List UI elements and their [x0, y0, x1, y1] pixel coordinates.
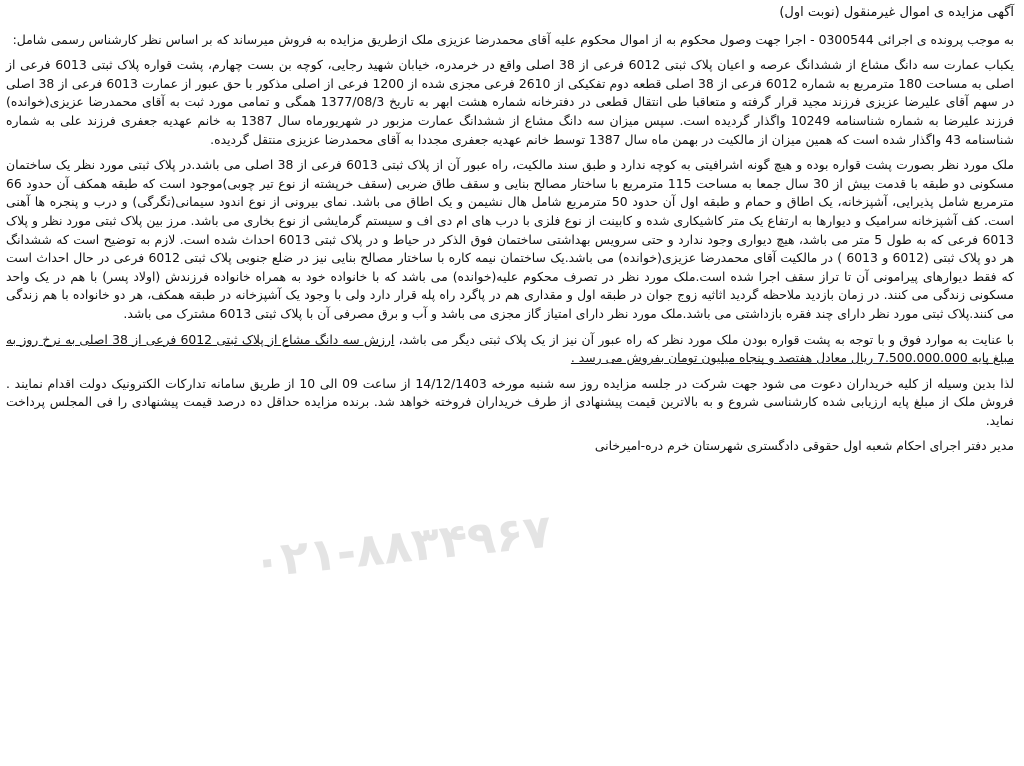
property-description: یکباب عمارت سه دانگ مشاع از ششدانگ عرصه و اعیان پلاک ثبتی 6012 فرعی از 38 اصلی واقع در خرمدره، خیابان شهید رجایی، کوچه بن بست چهارم، پشت قواره پلاک ثبتی 6013 فرعی از اصلی به مساحت 180 مترمربع به شماره 6012 فرعی از 38 اصلی قطعه دوم تفکیکی از 2610 فرعی مجزی شده از 1200 فرعی از اصلی مذکور با حق عبور از عمارت 6013 فرعی از 38 اصلی در سهم آقای علیرضا عزیزی فرزند مجید قرار گرفته و متعاقبا طی انتقال قطعی در دفترخانه شماره هشت ابهر به تاریخ 1377/08/3 همگی و تمامی مورد ثبت به آقای محمدرضا عزیزی(خوانده) فرزند علیرضا به شماره شناسنامه 10249 واگذار گردیده است. سپس میزان سه دانگ مشاع از ششدانگ عمارت مزبور در شهریورماه سال 1387 به خانم عهدیه جعفری فرزند علی به شماره شناسنامه 43 واگذار شده است که همین میزان از مالکیت در بهمن ماه سال 1387 توسط خانم عهدیه جعفری مجددا به آقای محمدرضا عزیزی منتقل گردیده.: [6, 57, 1015, 147]
auction-details: لذا بدین وسیله از کلیه خریداران دعوت می شود جهت شرکت در جلسه مزایده روز سه شنبه مورخه 14/12/1403 از ساعت 09 الی 10 از طریق سامانه تدارکات الکترونیک دولت اقدام نمایند . فروش ملک از مبلغ پایه ارزیابی شده کارشناسی شروع و به بالاترین قیمت پیشنهادی از طرف خریداران فروخته خواهد شد. برنده مزایده حداقل ده درصد قیمت پیشنهادی را فی المجلس پرداخت نماید.: [6, 375, 1014, 428]
building-description: ملک مورد نظر بصورت پشت قواره بوده و هیچ گونه اشرافیتی به کوچه ندارد و طبق سند مالکیت، راه عبور آن از پلاک ثبتی 6013 فرعی از 38 اصلی می باشد.در پلاک ثبتی مورد نظر یک ساختمان مسکونی دو طبقه با قدمت بیش از 30 سال جمعا به مساحت 115 مترمربع با ساختار مصالح بنایی و سقف طاق ضربی (سقف خرپشته از نوع تیر چوبی)موجود است که طبقه همکف آن حدود 66 مترمربع شامل پذیرایی، آشپزخانه، یک اطاق و حمام و طبقه اول آن حدود 50 مترمربع شامل هال نشیمن و یک اطاق می باشد. نمای بیرونی از نوع اندود سیمانی(تگرگی) و درب و پنجره ها آهنی است. کف آشپزخانه سرامیک و دیوارها به ارتفاع یک متر کاشیکاری شده و کابینت از نوع فلزی با درب های ام دی اف و سیستم گرمایشی از نوع بخاری می باشد. مرز بین پلاک ثبتی مورد نظر و پلاک 6013 فرعی که به طول 5 متر می باشد، هیچ دیواری وجود ندارد و حتی سرویس بهداشتی ساختمان فوق الذکر در حیاط و در پلاک ثبتی 6013 احداث شده است. لازم به توضیح است که ششدانگ هر دو پلاک ثبتی (6012 و 6013 ) در مالکیت آقای محمدرضا عزیزی(خوانده) می باشد.یک ساختمان نیمه کاره با ساختار مصالح بنایی نیز در ضلع جنوبی پلاک ثبتی 6012 فرعی در حال احداث است که فقط دیوارهای پیرامونی آن تا تراز سقف اجرا شده است.ملک مورد نظر در تصرف محکوم علیه(خوانده) می باشد که با خانواده خود به همراه خانواده فرزندش (اولاد پسر) با هم در یک واحد مسکونی زندگی می کنند. در زمان بازدید ملاحظه گردید اثاثیه زوج جوان در طبقه اول و مقداری هم در پاگرد راه پله قرار دارد ولی با وجود یک آشپزخانه در طبقه همکف، هر دو خانواده با هم زندگی می کنند.پلاک ثبتی مورد نظر دارای چند فقره بازداشتی می باشد.ملک مورد نظر دارای امتیاز گاز مجزی می باشد و آب و برق مصرفی آن با پلاک ثبتی 6013 مشترک می باشد.: [6, 157, 1015, 321]
auction-notice: [6, 4, 1014, 463]
valuation-price: ارزش سه دانگ مشاع از پلاک ثبتی 6012 فرعی از 38 اصلی به نرخ روز به مبلغ پایه 7.500.000.000 ریال معادل هفتصد و پنجاه میلیون تومان بفروش می رسد .: [6, 331, 1014, 366]
notice-title: آگهی مزایده ی اموال غیرمنقول (نوبت اول): [779, 5, 1014, 20]
notice-signature: مدیر دفتر اجرای احکام شعبه اول حقوقی دادگستری شهرستان خرم دره-امیرخانی: [594, 438, 1014, 454]
watermark-stamp: [238, 500, 568, 600]
valuation-text: با عنایت به موارد فوق و با توجه به پشت قواره بودن ملک مورد نظر که راه عبور آن نیز از یک پلاک ثبتی دیگر می باشد،: [394, 331, 1014, 347]
notice-intro: به موجب پرونده ی اجرائی 0300544 - اجرا جهت وصول محکوم به از اموال محکوم علیه آقای محمدرضا عزیزی ملک ازطریق مزایده به فروش میرساند که بر اساس نظر کارشناس رسمی شامل:: [12, 31, 1014, 47]
watermark-phone: ۰۲۱-۸۸۳۴۹۶۷: [250, 503, 554, 589]
valuation-paragraph: [6, 331, 1014, 368]
